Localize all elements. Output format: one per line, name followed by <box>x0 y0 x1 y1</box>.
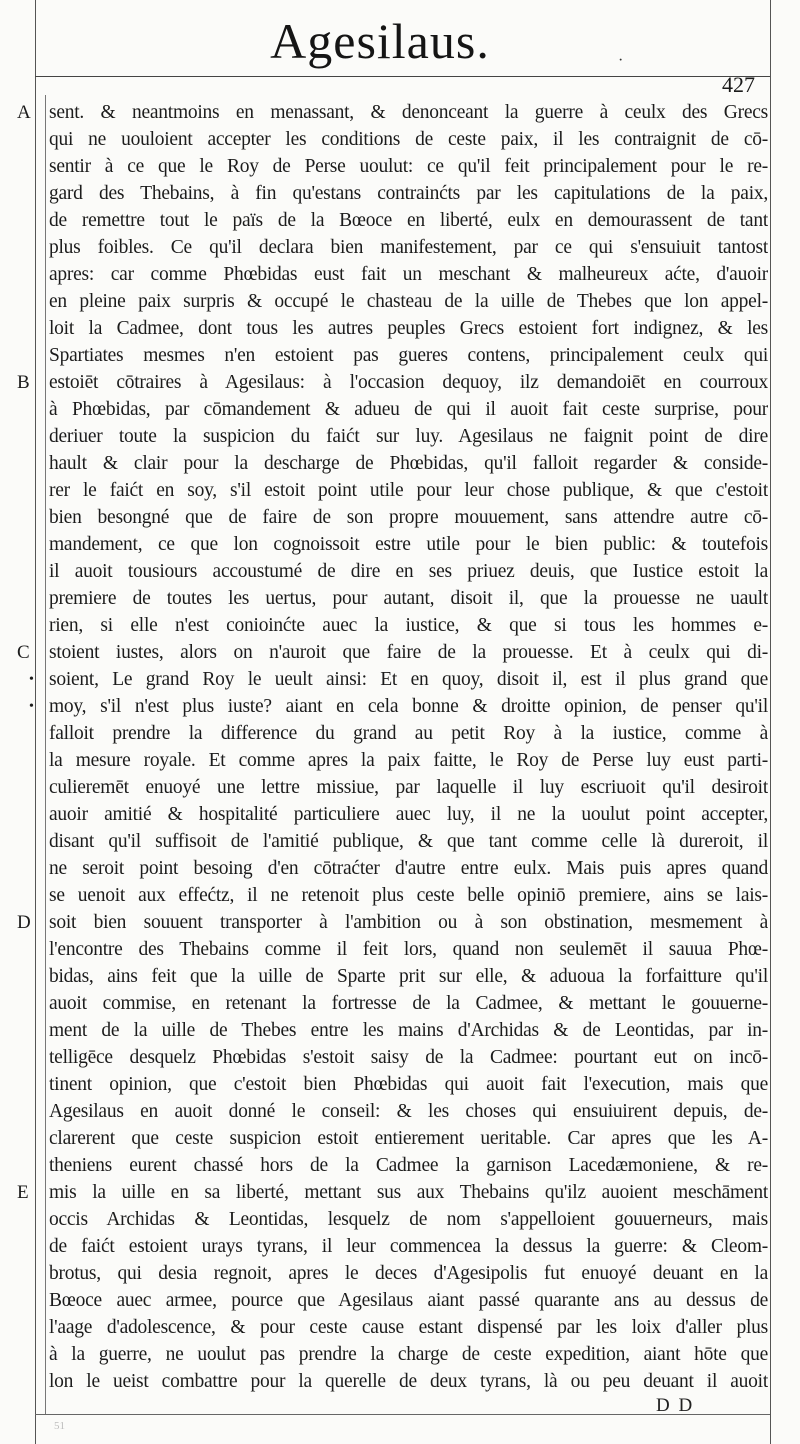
running-title: Agesilaus. <box>270 13 490 69</box>
text-line: rer le faićt en soy, s'il estoit point utile pour leur chose publique, & que c'estoit <box>49 480 768 501</box>
text-line: de faićt estoient urays tyrans, il leur commencea la dessus la guerre: & Cleom- <box>49 1236 768 1257</box>
text-line: deriuer toute la suspicion du faićt sur luy. Agesilaus ne faignit point de dire <box>49 426 768 447</box>
text-line: theniens eurent chassé hors de la Cadmee la garnison Lacedæmoniene, & re- <box>49 1155 768 1176</box>
text-line: bien besongné que de faire de son propre mouuement, sans attendre autre cō- <box>49 507 768 528</box>
margin-mark: • <box>29 699 34 714</box>
text-line: en pleine paix surpris & occupé le chasteau de la uille de Thebes que lon appel- <box>49 291 768 312</box>
left-frame-rule <box>35 0 36 1444</box>
text-line: rien, si elle n'est conioinćte auec la iustice, & que si tous les hommes e- <box>49 615 768 636</box>
text-line: gard des Thebains, à fin qu'estans contrainćts par les capitulations de la paix, <box>49 183 768 204</box>
text-line: l'encontre des Thebains comme il feit lors, quand non seulemēt il sauua Phœ- <box>49 939 768 960</box>
text-line: il auoit tousiours accoustumé de dire en ses priuez deuis, que Iustice estoit la <box>49 561 768 582</box>
text-line: de remettre tout le païs de la Bœoce en liberté, eulx en demourassent de tant <box>49 210 768 231</box>
text-line: Agesilaus en auoit donné le conseil: & les choses qui ensuiuirent depuis, de- <box>49 1101 768 1122</box>
text-line: soit bien souuent transporter à l'ambition ou à son obstination, mesmement à <box>49 912 768 933</box>
text-line: brotus, qui desia regnoit, apres le deces d'Agesipolis fut enuoyé deuant en la <box>49 1263 768 1284</box>
text-line: la mesure royale. Et comme apres la paix faitte, le Roy de Perse luy eust parti- <box>49 750 768 771</box>
title-dot: · <box>618 52 624 69</box>
text-line: falloit prendre la difference du grand au petit Roy à la iustice, comme à <box>49 723 768 744</box>
margin-letter-a: A <box>17 102 31 123</box>
body-text-column <box>49 99 768 1395</box>
text-line: mandement, ce que lon cognoissoit estre utile pour le bien public: & toutefois <box>49 534 768 555</box>
text-line: auoit commise, en retenant la fortresse de la Cadmee, & mettant le gouuerne- <box>49 993 768 1014</box>
text-line: apres: car comme Phœbidas eust fait un meschant & malheureux aćte, d'auoir <box>49 264 768 285</box>
text-line: l'aage d'adolescence, & pour ceste cause estant dispensé par les loix d'aller plus <box>49 1317 768 1338</box>
text-line: ment de la uille de Thebes entre les mains d'Archidas & de Leontidas, par in- <box>49 1020 768 1041</box>
text-line: Bœoce auec armee, pource que Agesilaus aiant passé quarante ans au dessus de <box>49 1290 768 1311</box>
text-line: à la guerre, ne uoulut pas prendre la charge de ceste expedition, aiant hōte que <box>49 1344 768 1365</box>
text-line: occis Archidas & Leontidas, lesquelz de nom s'appelloient gouuerneurs, mais <box>49 1209 768 1230</box>
text-line: telligēce desquelz Phœbidas s'estoit saisy de la Cadmee: pourtant eut on incō- <box>49 1047 768 1068</box>
text-line: stoient iustes, alors on n'auroit que faire de la prouesse. Et à ceulx qui di- <box>49 642 768 663</box>
text-line: disant qu'il suffisoit de l'amitié publique, & que tant comme celle là dureroit, il <box>49 831 768 852</box>
text-line: hault & clair pour la descharge de Phœbidas, qu'il falloit regarder & conside- <box>49 453 768 474</box>
text-line: sent. & neantmoins en menassant, & denonceant la guerre à ceulx des Grecs <box>49 102 768 123</box>
text-line: plus foibles. Ce qu'il declara bien manifestement, par ce qui s'ensuiuit tantost <box>49 237 768 258</box>
page-number: 427 <box>722 72 755 97</box>
text-line: tinent opinion, que c'estoit bien Phœbidas qui auoit fait l'execution, mais que <box>49 1074 768 1095</box>
text-line: mis la uille en sa liberté, mettant sus aux Thebains qu'ilz auoient meschāment <box>49 1182 768 1203</box>
margin-letter-e: E <box>17 1182 29 1203</box>
text-line: se uenoit aux effećtz, il ne retenoit plus ceste belle opiniō premiere, ains se lais- <box>49 885 768 906</box>
text-line: clarerent que ceste suspicion estoit entierement ueritable. Car apres que les A- <box>49 1128 768 1149</box>
margin-letter-b: B <box>17 372 30 393</box>
text-line: premiere de toutes les uertus, pour autant, disoit il, que la prouesse ne uault <box>49 588 768 609</box>
text-line: sentir à ce que le Roy de Perse uoulut: ce qu'il feit principalement pour le re- <box>49 156 768 177</box>
margin-letter-c: C <box>17 642 30 663</box>
text-line: moy, s'il n'est plus iuste? aiant en cela bonne & droitte opinion, de penser qu'il <box>49 696 768 717</box>
text-line: auoir amitié & hospitalité particuliere auec luy, il ne la uoulut point accepter, <box>49 804 768 825</box>
margin-letter-d: D <box>17 912 31 933</box>
text-column-rule <box>45 95 46 1415</box>
right-frame-rule <box>770 0 771 1444</box>
text-line: culieremēt enuoyé une lettre missiue, par laquelle il luy escriuoit qu'il desiroit <box>49 777 768 798</box>
text-line: à Phœbidas, par cōmandement & adueu de qui il auoit fait ceste surprise, pour <box>49 399 768 420</box>
text-line: lon le ueist combattre pour la querelle de deux tyrans, là ou peu deuant il auoit <box>49 1371 768 1392</box>
text-line: Spartiates mesmes n'en estoient pas gueres contens, principalement ceulx qui <box>49 345 768 366</box>
text-line: soient, Le grand Roy le ueult ainsi: Et en quoy, disoit il, est il plus grand que <box>49 669 768 690</box>
header-rule <box>35 76 770 77</box>
text-line: ne seroit point besoing d'en cōtraćter d'autre entre eulx. Mais puis apres quand <box>49 858 768 879</box>
text-line: qui ne uouloient accepter les conditions de ceste paix, il les contraignit de cō- <box>49 129 768 150</box>
text-line: estoiēt cōtraires à Agesilaus: à l'occasion dequoy, ilz demandoiēt en courroux <box>49 372 768 393</box>
margin-mark: • <box>29 672 34 687</box>
text-line: bidas, ains feit que la uille de Sparte prit sur elle, & aduoua la forfaitture qu'il <box>49 966 768 987</box>
signature-mark: D D <box>656 1395 695 1416</box>
folio-mark: 51 <box>54 1420 65 1432</box>
text-line: loit la Cadmee, dont tous les autres peuples Grecs estoient fort indignez, & les <box>49 318 768 339</box>
